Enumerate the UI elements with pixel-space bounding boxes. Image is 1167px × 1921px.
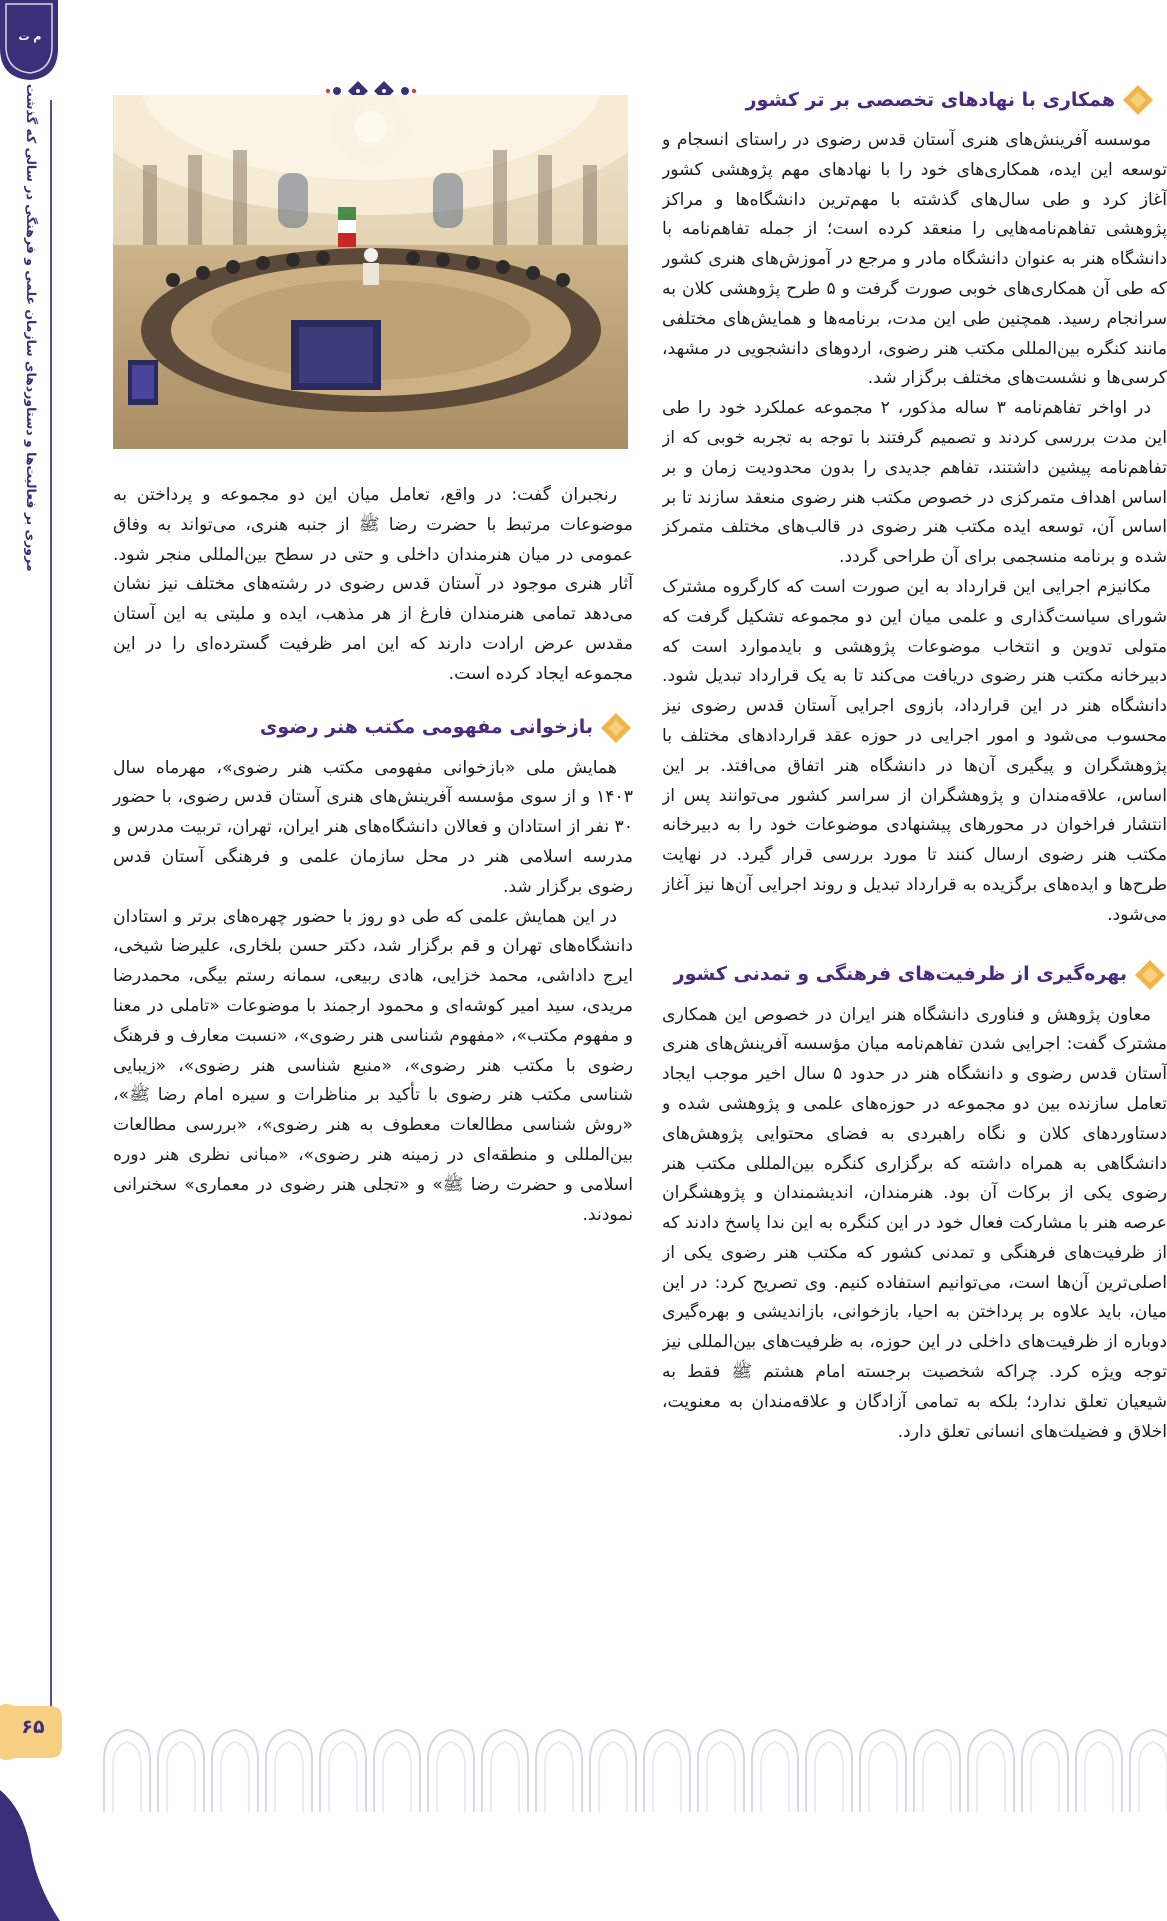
article-column-left xyxy=(113,481,633,1230)
article-column-right xyxy=(662,126,1167,1447)
section-title: همکاری با نهادهای تخصصی بر تر کشور xyxy=(745,89,1115,111)
section-heading-cultural xyxy=(662,955,1167,995)
heading-bullet-icon xyxy=(599,711,633,745)
paragraph: در اواخر تفاهم‌نامه ۳ ساله مذکور، ۲ مجموعه عملکرد خود را طی این مدت بررسی کردند و تصمیم گرفتند با توجه به تجربه خوبی که از تفاهم‌نامه پیشین داشتند، تفاهم جدیدی را بدون محدودیت زمان و بر اساس اهداف متمرکزی در خصوص مکتب هنر رضوی منعقد سازند تا بر اساس آن، توسعه ایده مکتب هنر رضوی در قالب‌های مختلف متمرکز شده و برنامه منسجمی برای آن طراحی گردد. xyxy=(662,398,1167,568)
sidebar-rule xyxy=(50,100,52,1750)
footer-pattern xyxy=(100,1728,1167,1812)
svg-text:م ت: م ت xyxy=(18,30,42,43)
heading-bullet-icon xyxy=(1121,83,1155,117)
paragraph: رنجبران گفت: در واقع، تعامل میان این دو مجموعه و پرداختن به موضوعات مرتبط با حضرت رضا ﷺ از جنبه هنری، می‌تواند به وفاق عمومی در میان هنرمندان داخلی و حتی در سطح بین‌المللی منجر شود. آثار هنری موجود در آستان قدس رضوی در رشته‌های مختلف نیز نشان می‌دهد تمامی هنرمندان فارغ از هر مذهب، ایده و ملیتی به این آستان مقدس عرض ارادت دارند که این امر ظرفیت گسترده‌ای را در این مجموعه ایجاد کرده است. xyxy=(113,485,633,684)
meeting-photo xyxy=(113,95,628,449)
side-strip xyxy=(0,0,58,1921)
corner-decoration xyxy=(0,1790,60,1921)
paragraph: معاون پژوهش و فناوری دانشگاه هنر ایران در خصوص این همکاری مشترک گفت: اجرایی شدن تفاهم‌نامه میان مؤسسه آفرینش‌های هنری آستان قدس رضوی و دانشگاه هنر در حدود ۵ سال اخیر موجب ایجاد تعامل سازنده بین دو مجموعه در حوزه‌های علمی و پژوهشی شده و دستاوردهای کلان و نگاه راهبردی به فضای محتوایی پژوهش‌های دانشگاهی به همراه داشته که برگزاری کنگره بین‌المللی مکتب هنر رضوی یکی از برکات آن بود. هنرمندان، اندیشمندان و پژوهشگران عرصه هنر با مشارکت فعال خود در این کنگره به این ندا پاسخ دادند که از ظرفیت‌های فرهنگی و تمدنی کشور که مکتب هنر رضوی یکی از اصلی‌ترین آن‌ها است، می‌توانیم استفاده کنیم. وی تصریح کرد: در این میان، باید علاوه بر پرداختن به احیا، بازخوانی، بازاندیشی و بهره‌گیری دوباره از ظرفیت‌های داخلی در این حوزه، به ظرفیت‌های بین‌المللی نیز توجه ویژه کرد. چراکه شخصیت برجسته امام هشتم ﷺ فقط به شیعیان تعلق ندارد؛ بلکه به تمامی آزادگان و علاقه‌مندان به معنویت، اخلاق و فضیلت‌های انسانی تعلق دارد. xyxy=(662,1004,1167,1442)
conference-room-icon xyxy=(113,95,628,449)
section-title: بهره‌گیری از ظرفیت‌های فرهنگی و تمدنی کشور xyxy=(673,962,1127,985)
paragraph: همایش ملی «بازخوانی مفهومی مکتب هنر رضوی»، مهرماه سال ۱۴۰۳ و از سوی مؤسسه آفرینش‌های هنری آستان قدس رضوی، با حضور ۳۰ نفر از استادان و فعالان دانشگاه‌های هنر ایران، تهران، تربیت مدرس و مدرسه اسلامی هنر در محل سازمان علمی و فرهنگی آستان قدس رضوی برگزار شد. xyxy=(113,757,633,897)
paragraph: موسسه آفرینش‌های هنری آستان قدس رضوی در راستای انسجام و توسعه این ایده، همکاری‌های خود را با نهادهای مهم پژوهشی کشور آغاز کرد و طی سال‌های گذشته با مهم‌ترین دانشگاه‌ها و مراکز پژوهشی تفاهم‌نامه‌هایی را منعقد کرده است؛ از جمله تفاهم‌نامه با دانشگاه هنر به عنوان دانشگاه مادر و مرجع در آموزش‌های هنری کشور که طی آن همکاری‌های خوبی صورت گرفت و ۵ طرح پژوهشی کلان به سرانجام رسید. همچنین طی این مدت، برنامه‌ها و همایش‌های مختلفی مانند کنگره بین‌المللی مکتب هنر رضوی، اردوهای دانشجویی در مشهد، کرسی‌ها و نشست‌های مختلف برگزار شد. xyxy=(662,130,1167,389)
heading-bullet-icon xyxy=(1133,958,1167,992)
paragraph: در این همایش علمی که طی دو روز با حضور چهره‌های برتر و استادان دانشگاه‌های تهران و قم برگزار شد، دکتر حسن بلخاری، علیرضا شیخی، ایرج داداشی، محمد خزایی، هادی ربیعی، سمانه رستم بیگی، محمدرضا مریدی، سید امیر کوشه‌ای و محمود ارجمند با موضوعات «تاملی در معنا و مفهوم مکتب»، «مفهوم شناسی هنر رضوی»، «نسبت معارف و فرهنگ رضوی با مکتب هنر رضوی»، «منبع شناسی هنر رضوی»، «زیبایی شناسی مکتب هنر رضوی با تأکید بر مناظرات و سیره امام رضا ﷺ»، «روش شناسی مطالعات معطوف به هنر رضوی»، «بررسی مطالعات بین‌المللی و منطقه‌ای در زمینه هنر رضوی»، «مبانی نظری هنر دوره اسلامی و حضرت رضا ﷺ» و «تجلی هنر رضوی در معماری» سخنرانی نمودند. xyxy=(113,906,633,1225)
magazine-logo-icon xyxy=(0,0,60,82)
page-number: ۶۵ xyxy=(21,1716,45,1738)
section-heading-cooperation xyxy=(700,80,1155,120)
section-title: بازخوانی مفهومی مکتب هنر رضوی xyxy=(259,715,593,738)
section-heading-reread xyxy=(113,708,633,748)
running-caption: مروری بر فعالیت‌ها و دستاوردهای سازمان علمی و فرهنگی در سالی که گذشت xyxy=(24,84,39,572)
paragraph: مکانیزم اجرایی این قرارداد به این صورت است که کارگروه مشترک شورای سیاست‌گذاری و علمی میان این دو مجموعه تشکیل گرفت که متولی تدوین و انتخاب موضوعات پژوهشی و بایدموارد است که دبیرخانه مکتب هنر رضوی دریافت می‌کند تا به یک قرارداد تبدیل شود. دانشگاه هنر در این قرارداد، بازوی اجرایی آستان قدس رضوی نیز محسوب می‌شود و امور اجرایی در حوزه عقد قراردادهای مختلف با پژوهشگران و پیگیری آن‌ها در دانشگاه هنر اتفاق می‌افتد. بر این اساس، علاقه‌مندان و پژوهشگران از سراسر کشور می‌توانند پس از انتشار فراخوان در محورهای پیشنهادی موضوعات خود را به دبیرخانه مکتب هنر رضوی ارسال کنند تا مورد بررسی قرار گیرد. در نهایت طرح‌ها و ایده‌های برگزیده به قرارداد تبدیل و روند اجرایی آن‌ها نیز آغاز می‌شود. xyxy=(662,576,1167,925)
